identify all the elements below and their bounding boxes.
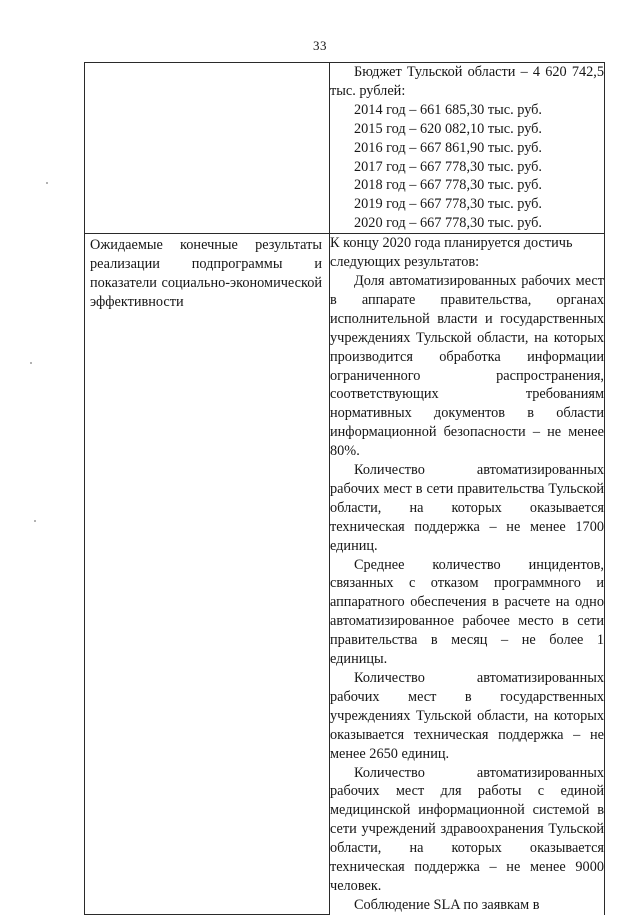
page-number: 33 bbox=[313, 38, 327, 53]
result-sla-compliance: Соблюдение SLA по заявкам в bbox=[354, 896, 540, 913]
results-intro: К концу 2020 года планируется достичь следующих результатов: bbox=[330, 235, 573, 271]
results-row bbox=[85, 234, 605, 915]
result-incident-rate: Среднее количество инцидентов, связанных с отказом программного и аппаратного обеспечения в расчете на одно автоматизированное рабочее место в сети правительства в месяц – не более 1 единицы. bbox=[330, 556, 604, 668]
results-label-cell bbox=[85, 234, 330, 915]
result-workstations-security: Доля автоматизированных рабочих мест в аппарате правительства, органах исполнительной власти и государственных учреждениях Тульской области, на которых производится обработка информации ограниченного распространения, соответствующих требованиям нормативных документов в области информационной безопасности – не менее 80%. bbox=[330, 272, 604, 460]
budget-year-2016: 2016 год – 667 861,90 тыс. руб. bbox=[354, 139, 543, 156]
budget-year-2019: 2019 год – 667 778,30 тыс. руб. bbox=[354, 196, 543, 213]
budget-label-cell bbox=[85, 63, 330, 234]
budget-row bbox=[85, 63, 605, 234]
budget-year-2020: 2020 год – 667 778,30 тыс. руб. bbox=[354, 215, 543, 232]
budget-year-2018: 2018 год – 667 778,30 тыс. руб. bbox=[354, 177, 543, 194]
results-value-cell bbox=[330, 234, 605, 915]
scan-speck bbox=[30, 362, 32, 364]
scan-speck bbox=[34, 520, 36, 522]
budget-years-list bbox=[330, 101, 604, 233]
budget-total: Бюджет Тульской области – 4 620 742,5 тыс. рублей: bbox=[330, 64, 604, 99]
budget-year-2015: 2015 год – 620 082,10 тыс. руб. bbox=[354, 120, 543, 137]
budget-value-cell bbox=[330, 63, 605, 234]
results-label: Ожидаемые конечные результаты реализации подпрограммы и показатели социально-экономической эффективности bbox=[90, 237, 322, 310]
result-medical-system-support: Количество автоматизированных рабочих мест для работы с единой медицинской информационной системой в сети учреждений здравоохранения Тульской области, на которых оказывается техническая поддержка – не менее 9000 человек. bbox=[330, 764, 604, 894]
result-government-network-support: Количество автоматизированных рабочих мест в сети правительства Тульской области, на которых оказывается техническая поддержка – не менее 1700 единиц. bbox=[330, 462, 604, 554]
result-institutions-support: Количество автоматизированных рабочих мест в государственных учреждениях Тульской области, на которых оказывается техническая поддержка – не менее 2650 единиц. bbox=[330, 670, 604, 762]
scan-speck bbox=[46, 182, 48, 184]
budget-year-2017: 2017 год – 667 778,30 тыс. руб. bbox=[354, 158, 543, 175]
budget-year-2014: 2014 год – 661 685,30 тыс. руб. bbox=[354, 101, 543, 118]
program-passport-table bbox=[84, 62, 605, 915]
